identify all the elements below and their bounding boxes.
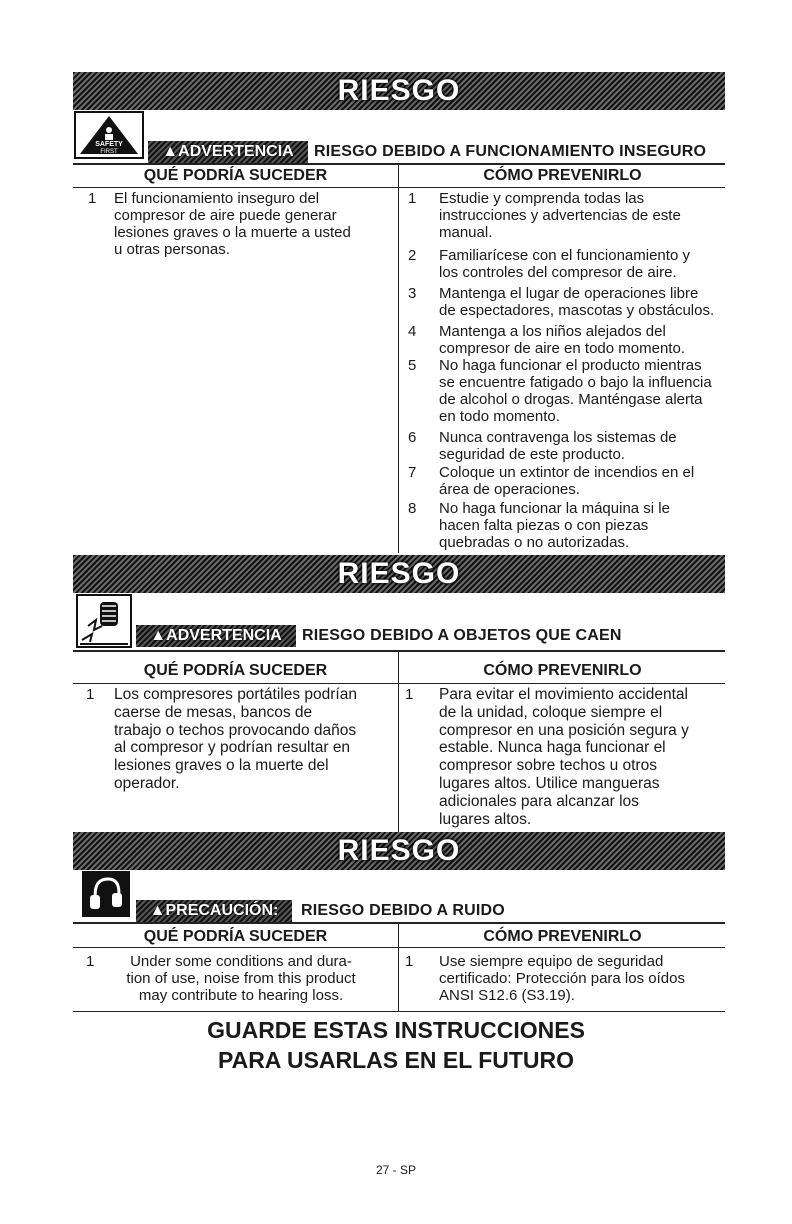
hazard-title-2: RIESGO DEBIDO A OBJETOS QUE CAEN	[302, 627, 622, 644]
how-number: 2	[408, 247, 417, 264]
signal-word: PRECAUCIÓN:	[165, 902, 279, 919]
advertencia-label-1	[148, 141, 308, 163]
how-item-6: Nunca contravenga los sistemas de seguridad de este producto.	[439, 429, 677, 463]
riesgo-banner-2	[73, 555, 725, 593]
how-header-1: CÓMO PREVENIRLO	[483, 167, 642, 184]
banner-title: RIESGO	[337, 834, 461, 867]
how-item-4: Mantenga a los niños alejados del compresor de aire en todo momento.	[439, 323, 685, 357]
how-header-3: CÓMO PREVENIRLO	[483, 928, 642, 945]
advertencia-label-2	[136, 625, 296, 647]
page-number: 27 - SP	[375, 1163, 417, 1177]
how-number: 7	[408, 464, 417, 481]
what-number: 1	[86, 953, 95, 970]
how-number: 6	[408, 429, 417, 446]
how-number: 1	[405, 686, 414, 703]
how-item-3: Mantenga el lugar de operaciones libre de espectadores, mascotas y obstáculos.	[439, 285, 715, 319]
what-number: 1	[88, 190, 97, 207]
hearing-protection-graphic	[84, 873, 128, 915]
column-divider	[398, 922, 399, 1011]
falling-objects-icon	[76, 594, 132, 648]
column-divider	[398, 163, 399, 553]
divider	[73, 947, 725, 948]
divider	[73, 683, 725, 684]
how-item-2: Familiarícese con el funcionamiento y los controles del compresor de aire.	[439, 247, 690, 281]
divider	[73, 1011, 725, 1012]
warning-triangle-icon: ▲	[162, 143, 179, 160]
how-number: 5	[408, 357, 417, 374]
what-number: 1	[86, 686, 95, 703]
what-item-1: El funcionamiento inseguro del compresor de aire puede generar lesiones graves o la muerte a usted u otras personas.	[114, 190, 351, 258]
signal-word: ADVERTENCIA	[166, 627, 282, 644]
what-header-3: QUÉ PODRÍA SUCEDER	[143, 928, 328, 945]
safety-first-icon	[74, 111, 144, 159]
hearing-protection-icon	[82, 871, 130, 917]
how-item-7: Coloque un extintor de incendios en el área de operaciones.	[439, 464, 695, 498]
column-divider	[398, 650, 399, 838]
banner-title: RIESGO	[337, 557, 461, 590]
how-number: 1	[405, 953, 414, 970]
divider	[73, 650, 725, 652]
hazard-title-3: RIESGO DEBIDO A RUIDO	[301, 902, 505, 919]
what-header-1: QUÉ PODRÍA SUCEDER	[143, 167, 328, 184]
riesgo-banner-1	[73, 72, 725, 110]
divider	[73, 922, 725, 924]
how-number: 3	[408, 285, 417, 302]
how-header-2: CÓMO PREVENIRLO	[483, 662, 642, 679]
what-header-2: QUÉ PODRÍA SUCEDER	[143, 662, 328, 679]
icon-text-first: FIRST	[100, 149, 118, 155]
footer-line-2: PARA USARLAS EN EL FUTURO	[217, 1047, 575, 1073]
how-number: 1	[408, 190, 417, 207]
how-item-1: Estudie y comprenda todas las instrucciones y advertencias de este manual.	[439, 190, 681, 241]
signal-word: ADVERTENCIA	[178, 143, 294, 160]
divider	[73, 163, 725, 165]
divider	[73, 187, 725, 188]
how-number: 8	[408, 500, 417, 517]
what-item-1: Under some conditions and dura- tion of use, noise from this product may contribute to hearing loss.	[126, 953, 356, 1004]
riesgo-banner-3	[73, 832, 725, 870]
how-item-1: Use siempre equipo de seguridad certificado: Protección para los oídos ANSI S12.6 (S3.19).	[439, 953, 685, 1004]
falling-objects-graphic	[78, 596, 130, 646]
how-item-8: No haga funcionar la máquina si le hacen falta piezas o con piezas quebradas o no autorizadas.	[439, 500, 670, 551]
hazard-title-1: RIESGO DEBIDO A FUNCIONAMIENTO INSEGURO	[314, 143, 707, 160]
footer-line-1: GUARDE ESTAS INSTRUCCIONES	[207, 1017, 585, 1043]
how-item-1: Para evitar el movimiento accidental de la unidad, coloque siempre el compresor en una posición segura y estable. Nunca haga funcionar el compresor sobre techos u otros lugares altos. Utilice mangueras adicionales para alcanzar los lugares altos.	[439, 686, 689, 828]
warning-triangle-icon: ▲	[149, 902, 166, 919]
banner-title: RIESGO	[337, 74, 461, 107]
what-item-1: Los compresores portátiles podrían caerse de mesas, bancos de trabajo o techos provocando daños al compresor y podrían resultar en lesiones graves o la muerte del operador.	[114, 686, 357, 792]
how-item-5: No haga funcionar el producto mientras se encuentre fatigado o bajo la influencia de alcohol o drogas. Manténgase alerta en todo momento.	[439, 357, 712, 425]
safety-first-graphic	[76, 113, 142, 157]
icon-text-safety: SAFETY	[95, 141, 123, 148]
how-number: 4	[408, 323, 417, 340]
warning-triangle-icon: ▲	[150, 627, 167, 644]
precaucion-label	[136, 900, 292, 922]
